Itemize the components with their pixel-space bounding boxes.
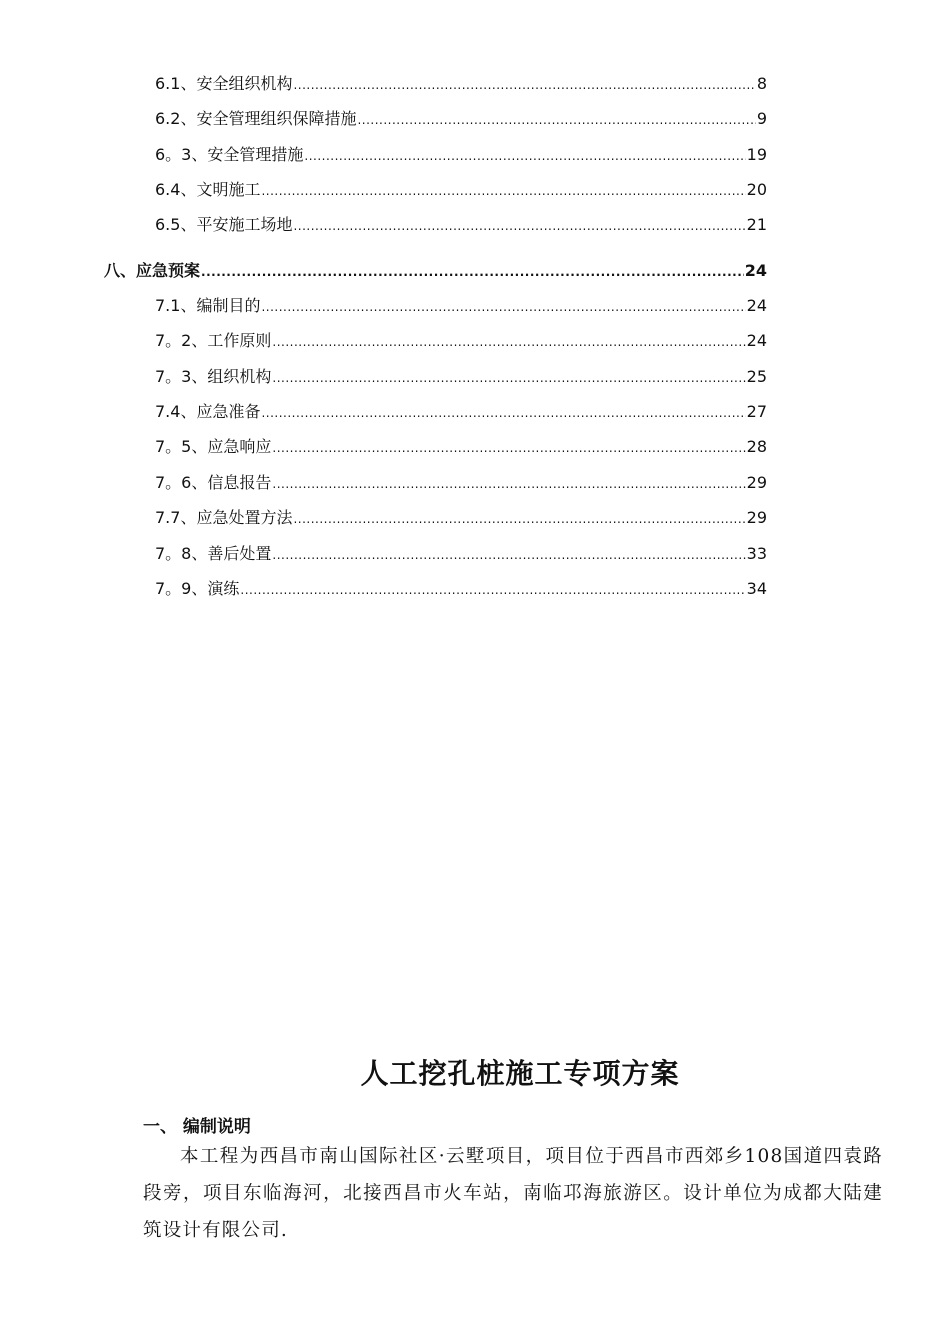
toc-entry-page: 8 xyxy=(756,74,767,93)
toc-leader-dots xyxy=(304,145,745,167)
toc-leader-dots xyxy=(357,109,755,131)
toc-entry-page: 33 xyxy=(746,544,767,563)
toc-entry-page: 25 xyxy=(746,367,767,386)
toc-entry[interactable] xyxy=(155,144,767,166)
toc-entry-page: 24 xyxy=(746,331,767,350)
toc-entry-label: 6.2、安全管理组织保障措施 xyxy=(155,109,357,128)
toc-entry-label: 八、应急预案 xyxy=(104,261,201,280)
toc-leader-dots xyxy=(293,215,745,237)
toc-leader-dots xyxy=(261,402,745,424)
document-title: 人工挖孔桩施工专项方案 xyxy=(360,1057,680,1090)
toc-entry-page: 21 xyxy=(746,215,767,234)
toc-leader-dots xyxy=(201,261,744,283)
toc-entry[interactable] xyxy=(155,543,767,565)
toc-entry-label: 7。3、组织机构 xyxy=(155,367,272,386)
body-paragraph: 本工程为西昌市南山国际社区·云墅项目，项目位于西昌市西郊乡108国道四袁路段旁，项目东临海河，北接西昌市火车站，南临邛海旅游区。设计单位为成都大陆建筑设计有限公司. xyxy=(143,1146,883,1241)
toc-leader-dots xyxy=(293,74,755,96)
toc-entry-page: 9 xyxy=(756,109,767,128)
toc-entry[interactable] xyxy=(155,472,767,494)
toc-entry-label: 7。9、演练 xyxy=(155,579,240,598)
toc-entry-page: 24 xyxy=(744,261,767,280)
toc-leader-dots xyxy=(261,180,745,202)
toc-entry-page: 29 xyxy=(746,473,767,492)
toc-entry-label: 6.5、平安施工场地 xyxy=(155,215,293,234)
toc-entry-page: 28 xyxy=(746,437,767,456)
toc-leader-dots xyxy=(272,367,745,389)
toc-entry[interactable] xyxy=(155,578,767,600)
toc-entry-page: 24 xyxy=(746,296,767,315)
toc-entry[interactable] xyxy=(155,330,767,352)
toc-leader-dots xyxy=(272,331,745,353)
toc-leader-dots xyxy=(293,508,745,530)
toc-entry-page: 27 xyxy=(746,402,767,421)
toc-entry[interactable] xyxy=(155,295,767,317)
toc-leader-dots xyxy=(272,544,745,566)
toc-entry-label: 7。8、善后处置 xyxy=(155,544,272,563)
toc-entry[interactable] xyxy=(155,436,767,458)
toc-entry-label: 6.4、文明施工 xyxy=(155,180,261,199)
toc-entry[interactable] xyxy=(155,507,767,529)
toc-entry-label: 7.7、应急处置方法 xyxy=(155,508,293,527)
toc-entry-page: 29 xyxy=(746,508,767,527)
toc-entry[interactable] xyxy=(155,73,767,95)
toc-entry[interactable] xyxy=(155,366,767,388)
toc-entry[interactable] xyxy=(155,108,767,130)
toc-entry-label: 7。5、应急响应 xyxy=(155,437,272,456)
section-heading: 一、 编制说明 xyxy=(143,1117,251,1137)
toc-entry-page: 34 xyxy=(746,579,767,598)
toc-entry[interactable] xyxy=(155,401,767,423)
toc-entry-page: 19 xyxy=(746,145,767,164)
toc-entry-label: 6。3、安全管理措施 xyxy=(155,145,304,164)
toc-leader-dots xyxy=(261,296,745,318)
toc-leader-dots xyxy=(272,437,745,459)
toc-entry-label: 7.1、编制目的 xyxy=(155,296,261,315)
toc-entry[interactable] xyxy=(155,179,767,201)
toc-leader-dots xyxy=(240,579,745,601)
toc-entry[interactable] xyxy=(155,214,767,236)
toc-entry-page: 20 xyxy=(746,180,767,199)
toc-entry-label: 7.4、应急准备 xyxy=(155,402,261,421)
toc-chapter-entry[interactable] xyxy=(104,260,767,282)
toc-entry-label: 6.1、安全组织机构 xyxy=(155,74,293,93)
toc-leader-dots xyxy=(272,473,745,495)
toc-entry-label: 7。6、信息报告 xyxy=(155,473,272,492)
toc-entry-label: 7。2、工作原则 xyxy=(155,331,272,350)
